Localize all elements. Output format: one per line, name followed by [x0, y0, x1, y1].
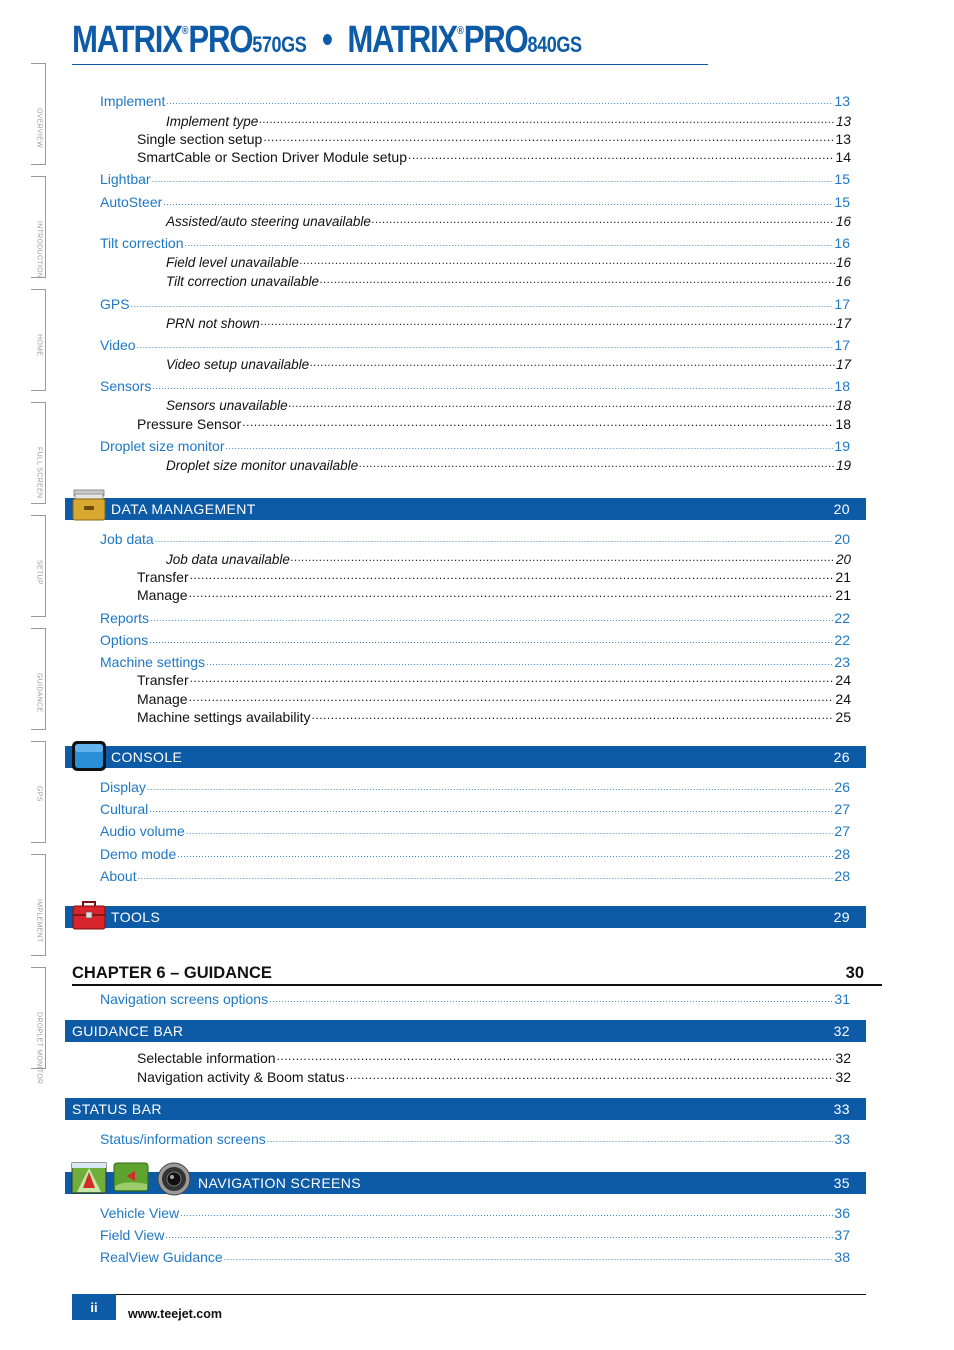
side-tab-introduction[interactable]: INTRODUCTION — [31, 176, 46, 278]
toc-dot-leader — [277, 1049, 835, 1063]
toc-entry-label: Droplet size monitor — [100, 438, 225, 454]
toc-dot-leader — [190, 671, 835, 685]
toc-entry-label: Cultural — [100, 801, 149, 817]
toc-entry-page: 14 — [835, 149, 851, 165]
toc-entry-label: Manage — [137, 691, 188, 707]
toc-dot-leader — [177, 845, 833, 859]
toc-entry-page: 16 — [835, 254, 851, 270]
toc-entry-page: 18 — [835, 416, 851, 432]
toc-entry-page: 15 — [834, 194, 850, 210]
toc-entry-page: 33 — [834, 1131, 850, 1147]
toc-dot-leader — [372, 212, 835, 226]
toc-dot-leader — [137, 336, 834, 350]
vehicle-view-icon — [71, 1162, 107, 1194]
toc-entry-label: SmartCable or Section Driver Module setup — [137, 149, 408, 165]
toc-dot-leader — [155, 530, 834, 544]
toc-entry[interactable] — [137, 586, 851, 603]
toc-entry-label: Manage — [137, 587, 188, 603]
toc-entry-page: 19 — [835, 457, 851, 473]
toc-entry-label: Pressure Sensor — [137, 416, 242, 432]
toc-entry-label: Tilt correction unavailable — [166, 273, 319, 289]
toc-entry-page: 19 — [834, 438, 850, 454]
toc-entry-label: Droplet size monitor unavailable — [166, 457, 359, 473]
toc-entry-page: 13 — [835, 113, 851, 129]
toc-entry[interactable] — [166, 314, 851, 331]
toc-dot-leader — [166, 92, 833, 106]
toc-entry-label: Job data — [100, 531, 154, 547]
toc-entry-page: 37 — [834, 1227, 850, 1243]
toc-entry-page: 20 — [834, 531, 850, 547]
toc-entry-page: 32 — [835, 1069, 851, 1085]
toc-entry[interactable] — [100, 778, 850, 795]
toc-entry[interactable] — [100, 234, 850, 251]
toc-dot-leader — [261, 314, 835, 328]
toc-dot-leader — [180, 1204, 833, 1218]
toc-entry[interactable] — [137, 568, 851, 585]
toc-entry[interactable] — [166, 550, 851, 567]
toc-entry[interactable] — [166, 396, 851, 413]
camera-icon — [156, 1161, 192, 1197]
toc-entry-label: Status/information screens — [100, 1131, 266, 1147]
toc-dot-leader — [320, 272, 835, 286]
toc-entry[interactable] — [100, 990, 850, 1007]
toc-entry-label: Machine settings availability — [137, 709, 311, 725]
toc-dot-leader — [138, 867, 834, 881]
toc-dot-leader — [359, 456, 835, 470]
toc-entry-page: 20 — [835, 551, 851, 567]
toc-entry[interactable] — [100, 1248, 850, 1265]
toc-entry-page: 18 — [834, 378, 850, 394]
toc-entry[interactable] — [100, 1204, 850, 1221]
toc-dot-leader — [226, 437, 834, 451]
toc-entry-label: Machine settings — [100, 654, 206, 670]
toc-entry-label: Sensors unavailable — [166, 397, 288, 413]
toc-entry[interactable] — [137, 130, 851, 147]
section-bar-navigation-screens[interactable]: NAVIGATION SCREENS 35 — [65, 1172, 866, 1194]
toc-dot-leader — [242, 415, 834, 429]
section-bar-data-management[interactable]: DATA MANAGEMENT 20 — [65, 498, 866, 520]
toc-dot-leader — [165, 1226, 833, 1240]
toc-entry-page: 17 — [834, 296, 850, 312]
toc-entry-label: GPS — [100, 296, 130, 312]
toc-entry-label: About — [100, 868, 137, 884]
toc-entry[interactable] — [100, 631, 850, 648]
toc-entry[interactable] — [100, 437, 850, 454]
toc-entry-label: Vehicle View — [100, 1205, 180, 1221]
toc-dot-leader — [310, 355, 835, 369]
toc-dot-leader — [206, 653, 833, 667]
toc-entry-page: 15 — [834, 171, 850, 187]
section-bar-guidance-bar[interactable]: GUIDANCE BAR 32 — [65, 1020, 866, 1042]
toc-entry-page: 38 — [834, 1249, 850, 1265]
toc-dot-leader — [259, 112, 835, 126]
toc-dot-leader — [150, 609, 833, 623]
toc-entry-page: 17 — [835, 315, 851, 331]
folder-icon — [71, 488, 107, 522]
toc-entry[interactable] — [100, 170, 850, 187]
toc-entry[interactable] — [137, 708, 851, 725]
toc-dot-leader — [149, 631, 833, 645]
toc-entry-page: 16 — [835, 273, 851, 289]
toc-entry[interactable] — [166, 272, 851, 289]
toc-dot-leader — [186, 822, 834, 836]
toc-entry-label: Transfer — [137, 672, 189, 688]
toc-entry-page: 22 — [834, 632, 850, 648]
toc-entry-label: Field level unavailable — [166, 254, 299, 270]
toc-entry[interactable] — [100, 92, 850, 109]
toc-entry-page: 13 — [834, 93, 850, 109]
toolbox-icon — [71, 899, 107, 931]
toc-dot-leader — [269, 990, 833, 1004]
toc-entry-page: 25 — [835, 709, 851, 725]
toc-entry[interactable] — [166, 212, 851, 229]
toc-entry-page: 16 — [835, 213, 851, 229]
toc-entry[interactable] — [100, 1226, 850, 1243]
toc-dot-leader — [408, 148, 834, 162]
toc-entry-label: Implement type — [166, 113, 259, 129]
toc-entry-page: 17 — [835, 356, 851, 372]
toc-entry-page: 26 — [834, 779, 850, 795]
toc-entry[interactable] — [137, 671, 851, 688]
toc-entry-label: Tilt correction — [100, 235, 184, 251]
toc-entry-label: Navigation screens options — [100, 991, 269, 1007]
toc-dot-leader — [312, 708, 835, 722]
toc-entry[interactable] — [100, 193, 850, 210]
section-bar-status-bar[interactable]: STATUS BAR 33 — [65, 1098, 866, 1120]
section-bar-console[interactable]: CONSOLE 26 — [65, 746, 866, 768]
toc-entry-label: Lightbar — [100, 171, 151, 187]
toc-entry-label: Field View — [100, 1227, 165, 1243]
toc-entry[interactable] — [100, 295, 850, 312]
toc-entry-page: 24 — [835, 672, 851, 688]
toc-entry[interactable] — [137, 148, 851, 165]
toc-dot-leader — [149, 800, 833, 814]
toc-entry[interactable] — [137, 415, 851, 432]
toc-entry[interactable] — [137, 690, 851, 707]
toc-entry-page: 16 — [834, 235, 850, 251]
toc-entry-label: Demo mode — [100, 846, 177, 862]
page-number: ii — [72, 1294, 116, 1320]
toc-entry[interactable] — [100, 377, 850, 394]
toc-entry[interactable] — [100, 867, 850, 884]
toc-entry-label: Reports — [100, 610, 150, 626]
toc-entry-label: AutoSteer — [100, 194, 163, 210]
toc-entry[interactable] — [166, 112, 851, 129]
toc-entry-page: 36 — [834, 1205, 850, 1221]
toc-dot-leader — [190, 568, 835, 582]
toc-entry[interactable] — [100, 1130, 850, 1147]
toc-entry-page: 28 — [834, 846, 850, 862]
toc-entry-label: Sensors — [100, 378, 152, 394]
toc-entry-page: 22 — [834, 610, 850, 626]
side-tab-overview[interactable]: OVERVIEW — [31, 63, 46, 165]
toc-entry-page: 13 — [835, 131, 851, 147]
toc-entry-label: Implement — [100, 93, 166, 109]
toc-dot-leader — [147, 778, 834, 792]
chapter-heading[interactable]: CHAPTER 6 – GUIDANCE 30 — [72, 964, 882, 986]
toc-dot-leader — [163, 193, 833, 207]
side-tab-guidance[interactable]: GUIDANCE — [31, 628, 46, 730]
toc-dot-leader — [185, 234, 834, 248]
toc-entry[interactable] — [166, 456, 851, 473]
toc-entry-label: Options — [100, 632, 149, 648]
field-view-icon — [113, 1162, 149, 1192]
side-tab-setup[interactable]: SETUP — [31, 515, 46, 617]
toc-entry-page: 31 — [834, 991, 850, 1007]
toc-entry-page: 23 — [834, 654, 850, 670]
toc-dot-leader — [289, 396, 835, 410]
toc-entry-page: 32 — [835, 1050, 851, 1066]
toc-entry[interactable] — [100, 800, 850, 817]
toc-entry-page: 18 — [835, 397, 851, 413]
toc-dot-leader — [131, 295, 834, 309]
side-tab-droplet-monitor[interactable]: DROPLET MONITOR — [31, 967, 46, 1069]
toc-entry-page: 17 — [834, 337, 850, 353]
toc-dot-leader — [267, 1130, 834, 1144]
toc-entry-page: 27 — [834, 801, 850, 817]
toc-entry-label: PRN not shown — [166, 315, 260, 331]
toc-entry[interactable] — [100, 336, 850, 353]
toc-entry-label: Single section setup — [137, 131, 263, 147]
toc-entry-label: Transfer — [137, 569, 189, 585]
toc-entry[interactable] — [100, 822, 850, 839]
toc-entry[interactable] — [100, 530, 850, 547]
toc-entry[interactable] — [100, 653, 850, 670]
toc-entry[interactable] — [137, 1049, 851, 1066]
toc-entry-label: Video setup unavailable — [166, 356, 310, 372]
console-icon — [71, 740, 107, 772]
toc-dot-leader — [152, 170, 834, 184]
document-header — [72, 19, 708, 65]
product-title: MATRIX®PRO570GS • MATRIX®PRO840GS — [72, 19, 582, 61]
toc-dot-leader — [152, 377, 833, 391]
toc-entry-page: 21 — [835, 569, 851, 585]
toc-entry[interactable] — [137, 1068, 851, 1085]
toc-entry-page: 27 — [834, 823, 850, 839]
section-bar-tools[interactable]: TOOLS 29 — [65, 906, 866, 928]
toc-dot-leader — [189, 690, 835, 704]
footer-rule — [72, 1294, 866, 1295]
toc-entry-label: Video — [100, 337, 136, 353]
toc-dot-leader — [346, 1068, 835, 1082]
toc-entry-label: Selectable information — [137, 1050, 276, 1066]
toc-dot-leader — [263, 130, 834, 144]
side-tab-gps[interactable]: GPS — [31, 741, 46, 843]
toc-entry-page: 24 — [835, 691, 851, 707]
toc-entry-page: 21 — [835, 587, 851, 603]
toc-entry-label: RealView Guidance — [100, 1249, 223, 1265]
toc-entry-label: Audio volume — [100, 823, 185, 839]
toc-dot-leader — [300, 253, 835, 267]
toc-entry-label: Assisted/auto steering unavailable — [166, 213, 371, 229]
side-tab-home[interactable]: HOME — [31, 289, 46, 391]
toc-dot-leader — [291, 550, 835, 564]
footer-url[interactable]: www.teejet.com — [128, 1307, 223, 1321]
side-tab-implement[interactable]: IMPLEMENT — [31, 854, 46, 956]
toc-entry-label: Display — [100, 779, 146, 795]
toc-entry-label: Navigation activity & Boom status — [137, 1069, 345, 1085]
toc-entry-page: 28 — [834, 868, 850, 884]
toc-dot-leader — [189, 586, 835, 600]
toc-entry[interactable] — [100, 609, 850, 626]
toc-entry[interactable] — [166, 355, 851, 372]
side-tab-full-screen[interactable]: FULL SCREEN — [31, 402, 46, 504]
toc-entry[interactable] — [100, 845, 850, 862]
toc-entry-label: Job data unavailable — [166, 551, 290, 567]
toc-dot-leader — [224, 1248, 834, 1262]
toc-entry[interactable] — [166, 253, 851, 270]
